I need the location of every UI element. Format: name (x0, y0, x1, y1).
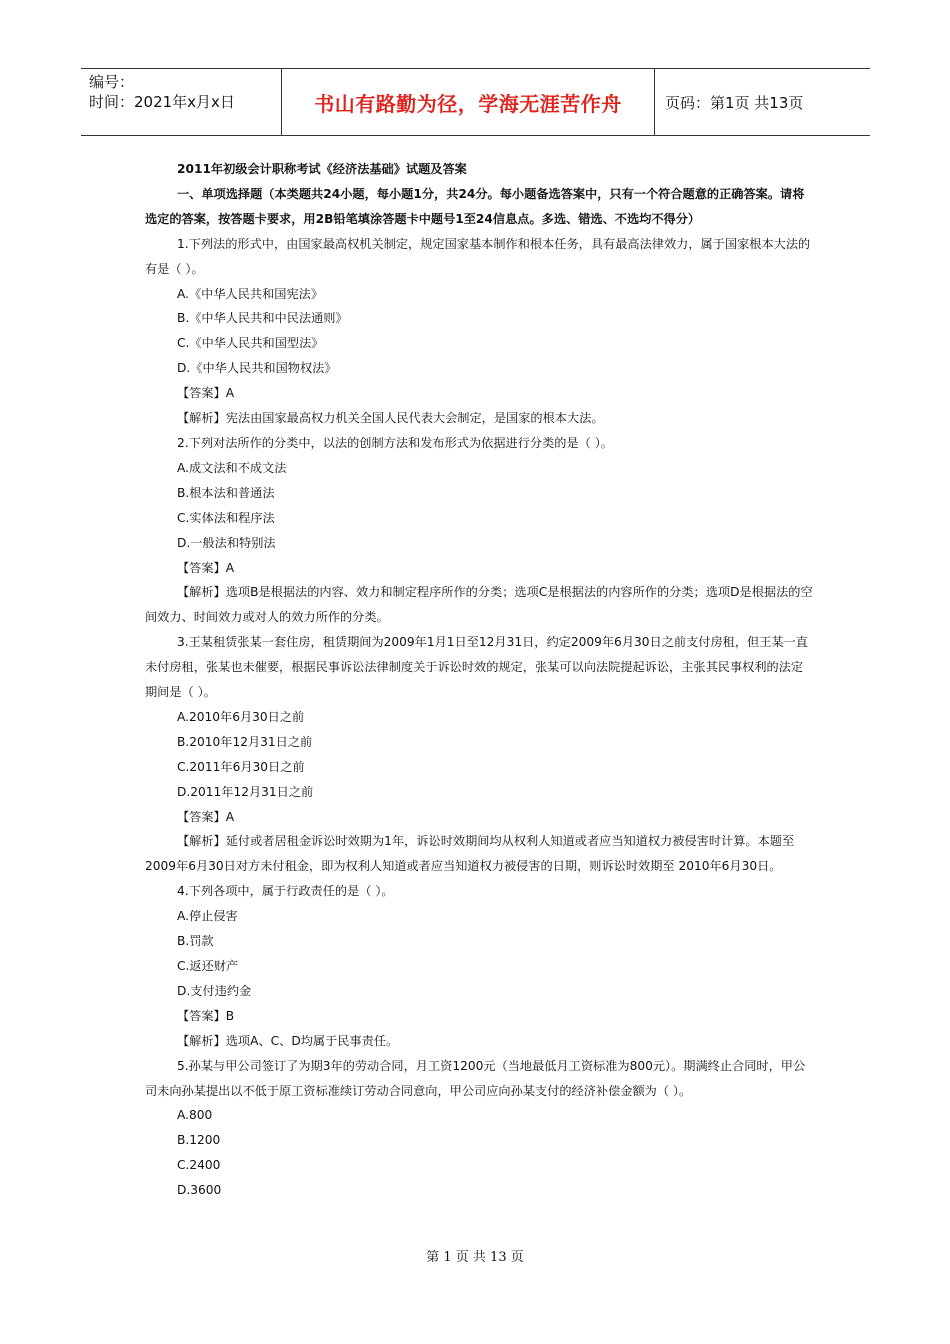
question-stem: 2.下列对法所作的分类中，以法的创制方法和发布形式为依据进行分类的是（ ）。 (177, 435, 613, 450)
question-option: D.一般法和特别法 (177, 535, 276, 550)
analysis-text: 【解析】选项A、C、D均属于民事责任。 (177, 1033, 399, 1048)
answer-line: 【答案】B (177, 1008, 235, 1023)
question-stem: 4.下列各项中，属于行政责任的是（ ）。 (177, 884, 394, 899)
question-option: B.罚款 (177, 934, 214, 949)
serial-label: 编号： (89, 73, 135, 91)
question-option: D.2011年12月31日之前 (177, 784, 314, 799)
page-info: 页码：第1页 共13页 (665, 93, 804, 112)
question-option: A.2010年6月30日之前 (177, 709, 305, 724)
header-left-cell (81, 69, 282, 135)
answer-line: 【答案】A (177, 809, 235, 824)
question-option: C.2011年6月30日之前 (177, 759, 305, 774)
document-body (145, 157, 815, 1203)
question-option: A.800 (177, 1108, 213, 1123)
page-header (81, 68, 870, 136)
section-heading: 一、单项选择题（本类题共24小题，每小题1分，共24分。每小题备选答案中，只有一个符合题意的正确答案。请将选定的答案，按答题卡要求，用2B铅笔填涂答题卡中题号1至24信息点。多选、错选、不选均不得分） (145, 186, 805, 226)
question-stem: 1.下列法的形式中，由国家最高权机关制定，规定国家基本制作和根本任务，具有最高法律效力，属于国家根本大法的有是（ ）。 (145, 236, 811, 276)
analysis-text: 【解析】宪法由国家最高权力机关全国人民代表大会制定，是国家的根本大法。 (177, 411, 604, 426)
question-option: D.3600 (177, 1183, 222, 1198)
question-stem: 5.孙某与甲公司签订了为期3年的劳动合同，月工资1200元（当地最低月工资标准为800元）。期满终止合同时，甲公司未向孙某提出以不低于原工资标准续订劳动合同意向，甲公司应向孙某支付的经济补偿金额为（ ）。 (145, 1058, 806, 1098)
question-option: A.《中华人民共和国宪法》 (177, 286, 324, 301)
question-option: B.1200 (177, 1133, 221, 1148)
question-option: C.《中华人民共和国型法》 (177, 336, 324, 351)
question-option: B.2010年12月31日之前 (177, 734, 313, 749)
answer-line: 【答案】A (177, 386, 235, 401)
date-line: 时间：2021年x月x日 (89, 93, 235, 111)
question-option: A.成文法和不成文法 (177, 460, 287, 475)
analysis-text: 【解析】延付或者居租金诉讼时效期为1年，诉讼时效期间均从权利人知道或者应当知道权力被侵害时计算。本题至2009年6月30日对方未付租金，即为权利人知道或者应当知道权力被侵害的日期，则诉讼时效期至 2010年6月30日。 (145, 834, 795, 874)
question-option: D.《中华人民共和国物权法》 (177, 361, 337, 376)
question-option: C.实体法和程序法 (177, 510, 275, 525)
question-option: C.返还财产 (177, 959, 239, 973)
analysis-text: 【解析】选项B是根据法的内容、效力和制定程序所作的分类；选项C是根据法的内容所作的分类；选项D是根据法的空间效力、时间效力或对人的效力所作的分类。 (145, 585, 813, 625)
question-option: B.根本法和普通法 (177, 485, 275, 500)
answer-line: 【答案】A (177, 560, 235, 575)
question-option: A.停止侵害 (177, 909, 238, 924)
page-footer: 第 1 页 共 13 页 (426, 1250, 524, 1265)
question-option: C.2400 (177, 1158, 221, 1173)
motto: 书山有路勤为径，学海无涯苦作舟 (282, 69, 655, 135)
doc-title: 2011年初级会计职称考试《经济法基础》试题及答案 (177, 162, 467, 176)
question-stem: 3.王某租赁张某一套住房，租赁期间为2009年1月1日至12月31日，约定2009年6月30日之前支付房租，但王某一直未付房租，张某也未催要，根据民事诉讼法律制度关于诉讼时效的规定，张某可以向法院提起诉讼，主张其民事权利的法定期间是（ ）。 (145, 635, 808, 700)
question-option: B.《中华人民共和中民法通则》 (177, 311, 348, 326)
question-option: D.支付违约金 (177, 983, 252, 998)
